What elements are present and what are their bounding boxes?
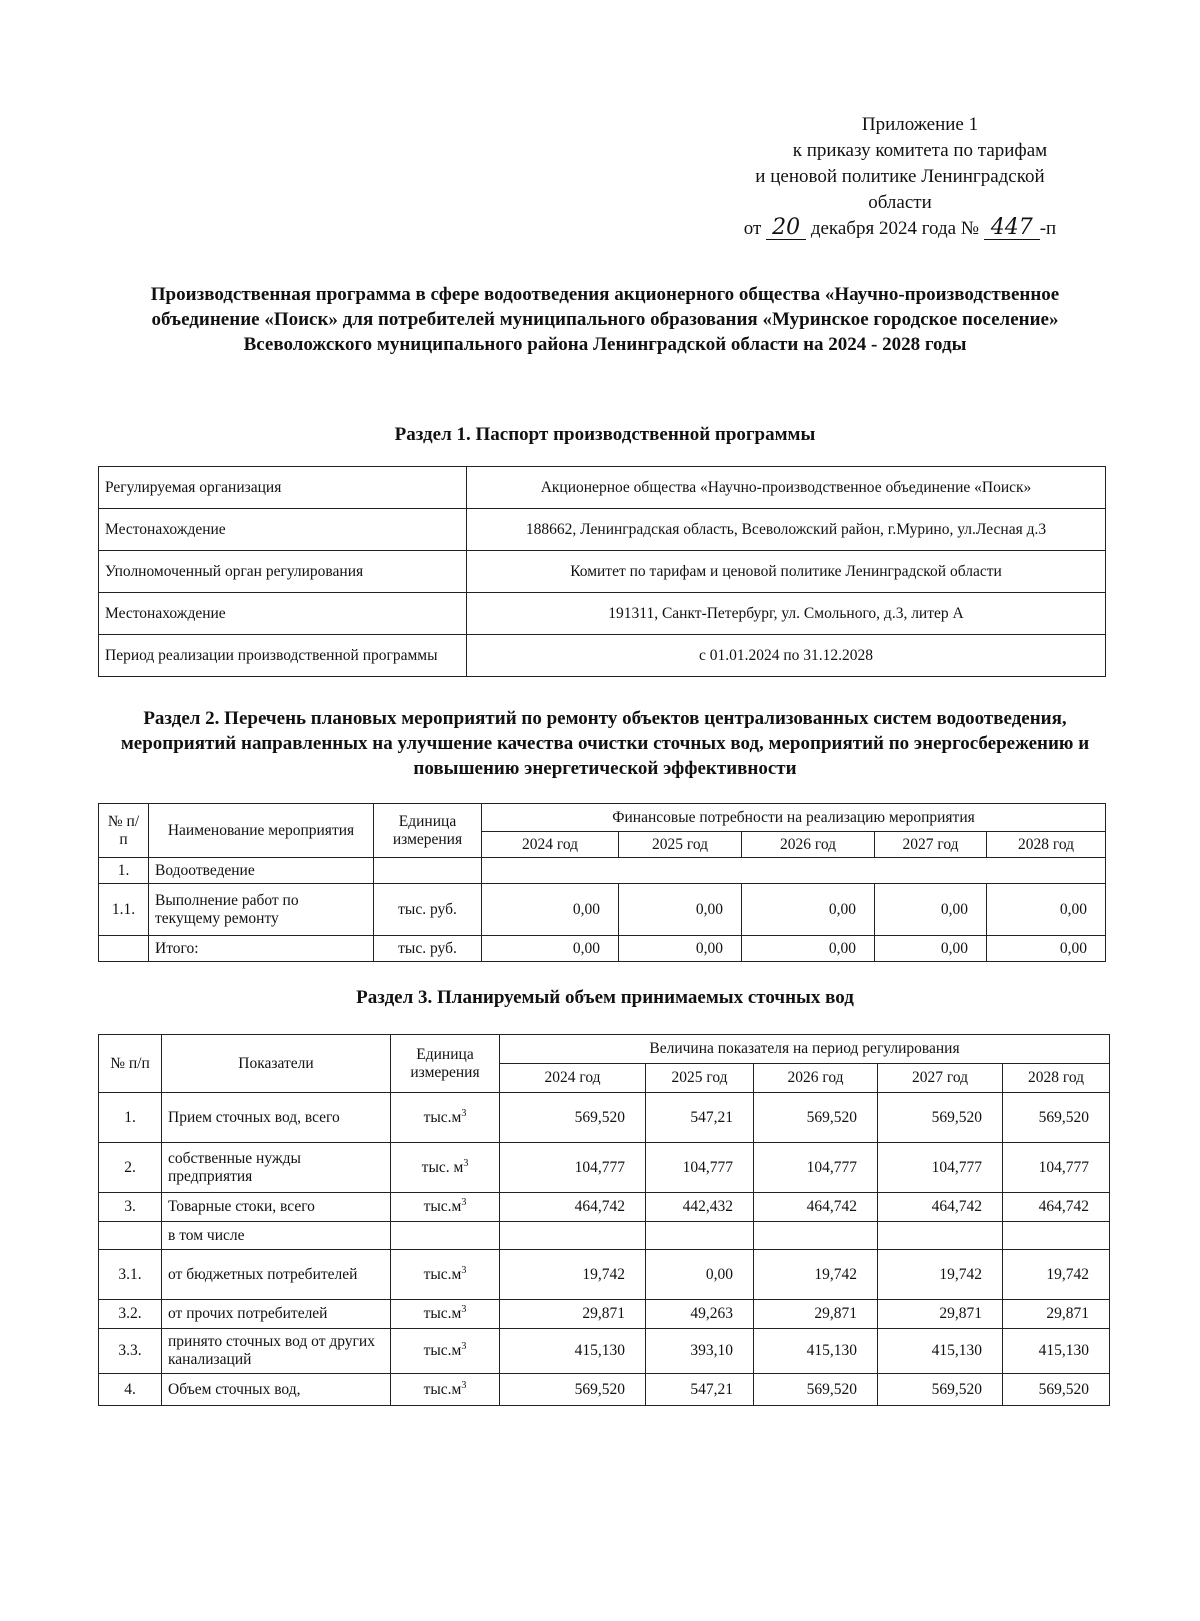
value-cell: 464,742 xyxy=(500,1193,646,1222)
row-name: в том числе xyxy=(162,1222,391,1250)
value-cell: 19,742 xyxy=(500,1250,646,1300)
value-cell: 49,263 xyxy=(646,1300,754,1329)
year-header: 2028 год xyxy=(987,832,1106,858)
appendix-line-3: и ценовой политике Ленинградской xyxy=(755,166,1045,187)
table-row xyxy=(99,936,1106,962)
value-cell xyxy=(1003,1222,1110,1250)
row-no: 1. xyxy=(99,1093,162,1143)
row-unit xyxy=(391,1143,500,1193)
col-name-header: Наименование мероприятия xyxy=(149,804,374,858)
value-cell: 415,130 xyxy=(500,1329,646,1374)
value-cell: 569,520 xyxy=(878,1093,1003,1143)
unit-exponent: 3 xyxy=(461,1304,467,1316)
value-cell: 569,520 xyxy=(754,1374,878,1406)
passport-value: 191311, Санкт-Петербург, ул. Смольного, д.3, литер А xyxy=(467,593,1106,635)
unit-text: тыс. м xyxy=(421,1159,464,1177)
passport-value: 188662, Ленинградская область, Всеволожский район, г.Мурино, ул.Лесная д.3 xyxy=(467,509,1106,551)
table-row xyxy=(99,858,1106,884)
table-row xyxy=(99,1300,1110,1329)
value-cell: 415,130 xyxy=(1003,1329,1110,1374)
unit-exponent: 3 xyxy=(461,1264,467,1276)
value-cell: 0,00 xyxy=(742,936,875,962)
value-cell: 569,520 xyxy=(1003,1374,1110,1406)
row-unit xyxy=(391,1374,500,1406)
value-cell: 104,777 xyxy=(1003,1143,1110,1193)
row-name: принято сточных вод от других канализаций xyxy=(162,1329,391,1374)
wastewater-volume-table xyxy=(98,1034,1110,1406)
unit-exponent: 3 xyxy=(461,1107,467,1119)
value-cell: 569,520 xyxy=(1003,1093,1110,1143)
events-table xyxy=(98,803,1106,962)
value-cell: 29,871 xyxy=(500,1300,646,1329)
row-name: от прочих потребителей xyxy=(162,1300,391,1329)
row-name: собственные нужды предприятия xyxy=(162,1143,391,1193)
section1-heading: Раздел 1. Паспорт производственной программы xyxy=(394,424,816,445)
unit-exponent: 3 xyxy=(461,1341,467,1353)
passport-value: Акционерное общества «Научно-производственное объединение «Поиск» xyxy=(467,467,1106,509)
passport-value: с 01.01.2024 по 31.12.2028 xyxy=(467,635,1106,677)
table-row xyxy=(99,1374,1110,1406)
value-cell: 29,871 xyxy=(754,1300,878,1329)
row-unit: тыс. руб. xyxy=(374,884,482,936)
value-cell: 0,00 xyxy=(646,1250,754,1300)
value-cell: 415,130 xyxy=(878,1329,1003,1374)
value-cell: 29,871 xyxy=(878,1300,1003,1329)
table-row xyxy=(99,467,1106,509)
table-row xyxy=(99,1193,1110,1222)
row-unit xyxy=(391,1222,500,1250)
table-row xyxy=(99,593,1106,635)
passport-label: Местонахождение xyxy=(99,593,467,635)
table-row xyxy=(99,1222,1110,1250)
value-cell: 569,520 xyxy=(500,1374,646,1406)
col-unit-header: Единица измерения xyxy=(391,1035,500,1093)
year-header: 2026 год xyxy=(754,1064,878,1093)
col-no-header: № п/п xyxy=(99,1035,162,1093)
col-no-header: № п/п xyxy=(99,804,149,858)
from-label: от xyxy=(743,218,762,239)
unit-text: тыс.м xyxy=(423,1198,462,1216)
appendix-date-line xyxy=(690,216,1110,242)
value-cell: 415,130 xyxy=(754,1329,878,1374)
appendix-line-4: области xyxy=(868,192,932,213)
year-header: 2024 год xyxy=(482,832,619,858)
year-header: 2027 год xyxy=(875,832,987,858)
value-cell: 0,00 xyxy=(987,884,1106,936)
table-row xyxy=(99,1093,1110,1143)
value-cell: 0,00 xyxy=(482,936,619,962)
value-cell xyxy=(500,1222,646,1250)
document-title: Производственная программа в сфере водоотведения акционерного общества «Научно-производственное объединение «Поиск» для потребителей муниципального образования «Муринское городское поселение» Всеволожского муниципального района Ленинградской области на 2024 - 2028 годы xyxy=(150,284,1060,355)
appendix-title: Приложение 1 xyxy=(861,114,979,135)
unit-exponent: 3 xyxy=(461,1379,467,1391)
year-header: 2024 год xyxy=(500,1064,646,1093)
row-unit xyxy=(391,1093,500,1143)
value-cell xyxy=(754,1222,878,1250)
row-no xyxy=(99,1222,162,1250)
value-cell: 104,777 xyxy=(500,1143,646,1193)
unit-text: тыс.м xyxy=(423,1342,462,1360)
row-unit xyxy=(391,1329,500,1374)
value-cell: 19,742 xyxy=(878,1250,1003,1300)
year-header: 2025 год xyxy=(646,1064,754,1093)
row-name: Выполнение работ по текущему ремонту xyxy=(149,884,374,936)
value-cell: 19,742 xyxy=(754,1250,878,1300)
col-finance-header: Финансовые потребности на реализацию мероприятия xyxy=(482,804,1106,832)
table-row xyxy=(99,884,1106,936)
value-cell: 0,00 xyxy=(742,884,875,936)
value-cell: 464,742 xyxy=(1003,1193,1110,1222)
value-cell: 547,21 xyxy=(646,1374,754,1406)
value-cell: 104,777 xyxy=(754,1143,878,1193)
value-cell: 442,432 xyxy=(646,1193,754,1222)
row-no: 3.2. xyxy=(99,1300,162,1329)
year-header: 2028 год xyxy=(1003,1064,1110,1093)
passport-label: Местонахождение xyxy=(99,509,467,551)
section2-heading: Раздел 2. Перечень плановых мероприятий по ремонту объектов централизованных систем водоотведения, мероприятий направленных на улучшение качества очистки сточных вод, мероприятий по энергосбережению и повышению энергетической эффективности xyxy=(120,708,1090,779)
row-no: 3.1. xyxy=(99,1250,162,1300)
handwritten-date: 20 xyxy=(766,217,806,240)
passport-table xyxy=(98,466,1106,677)
row-no: 3.3. xyxy=(99,1329,162,1374)
value-cell: 547,21 xyxy=(646,1093,754,1143)
row-no: 3. xyxy=(99,1193,162,1222)
value-cell xyxy=(878,1222,1003,1250)
value-cell: 464,742 xyxy=(878,1193,1003,1222)
number-suffix: -п xyxy=(1039,218,1057,239)
value-cell: 0,00 xyxy=(875,936,987,962)
year-header: 2027 год xyxy=(878,1064,1003,1093)
col-unit-header: Единица измерения xyxy=(374,804,482,858)
table-row xyxy=(99,551,1106,593)
passport-label: Период реализации производственной программы xyxy=(99,635,467,677)
table-row xyxy=(99,1329,1110,1374)
unit-text: тыс.м xyxy=(423,1305,462,1323)
table-row xyxy=(99,1143,1110,1193)
row-no: 2. xyxy=(99,1143,162,1193)
handwritten-number: 447 xyxy=(984,217,1040,240)
col-value-header: Величина показателя на период регулирования xyxy=(500,1035,1110,1064)
col-name-header: Показатели xyxy=(162,1035,391,1093)
row-name: Итого: xyxy=(149,936,374,962)
row-name: Водоотведение xyxy=(149,858,374,884)
value-cell: 569,520 xyxy=(500,1093,646,1143)
row-no: 4. xyxy=(99,1374,162,1406)
passport-value: Комитет по тарифам и ценовой политике Ленинградской области xyxy=(467,551,1106,593)
value-cell: 569,520 xyxy=(878,1374,1003,1406)
row-name: Товарные стоки, всего xyxy=(162,1193,391,1222)
value-cell: 104,777 xyxy=(878,1143,1003,1193)
row-no: 1.1. xyxy=(99,884,149,936)
passport-label: Уполномоченный орган регулирования xyxy=(99,551,467,593)
value-cell: 19,742 xyxy=(1003,1250,1110,1300)
unit-exponent: 3 xyxy=(461,1197,467,1209)
row-unit xyxy=(391,1300,500,1329)
value-cell: 569,520 xyxy=(754,1093,878,1143)
value-cell: 393,10 xyxy=(646,1329,754,1374)
value-cell: 464,742 xyxy=(754,1193,878,1222)
value-cell: 0,00 xyxy=(619,936,742,962)
value-cell xyxy=(646,1222,754,1250)
row-name: от бюджетных потребителей xyxy=(162,1250,391,1300)
unit-text: тыс.м xyxy=(423,1381,462,1399)
table-row xyxy=(99,1250,1110,1300)
passport-label: Регулируемая организация xyxy=(99,467,467,509)
table-row xyxy=(99,635,1106,677)
section3-heading: Раздел 3. Планируемый объем принимаемых сточных вод xyxy=(356,987,854,1008)
value-cell: 0,00 xyxy=(987,936,1106,962)
row-no: 1. xyxy=(99,858,149,884)
value-cell: 0,00 xyxy=(875,884,987,936)
table-row xyxy=(99,509,1106,551)
value-cell: 0,00 xyxy=(482,884,619,936)
value-cell: 104,777 xyxy=(646,1143,754,1193)
value-cell: 0,00 xyxy=(619,884,742,936)
value-cell: 29,871 xyxy=(1003,1300,1110,1329)
row-name: Объем сточных вод, xyxy=(162,1374,391,1406)
unit-exponent: 3 xyxy=(463,1157,469,1169)
appendix-header xyxy=(690,112,1110,242)
unit-text: тыс.м xyxy=(423,1109,462,1127)
row-unit xyxy=(391,1250,500,1300)
year-header: 2025 год xyxy=(619,832,742,858)
appendix-line-2: к приказу комитета по тарифам xyxy=(792,140,1048,161)
row-unit: тыс. руб. xyxy=(374,936,482,962)
month-year-label: декабря 2024 года № xyxy=(810,218,979,239)
year-header: 2026 год xyxy=(742,832,875,858)
row-unit xyxy=(391,1193,500,1222)
unit-text: тыс.м xyxy=(423,1266,462,1284)
row-name: Прием сточных вод, всего xyxy=(162,1093,391,1143)
